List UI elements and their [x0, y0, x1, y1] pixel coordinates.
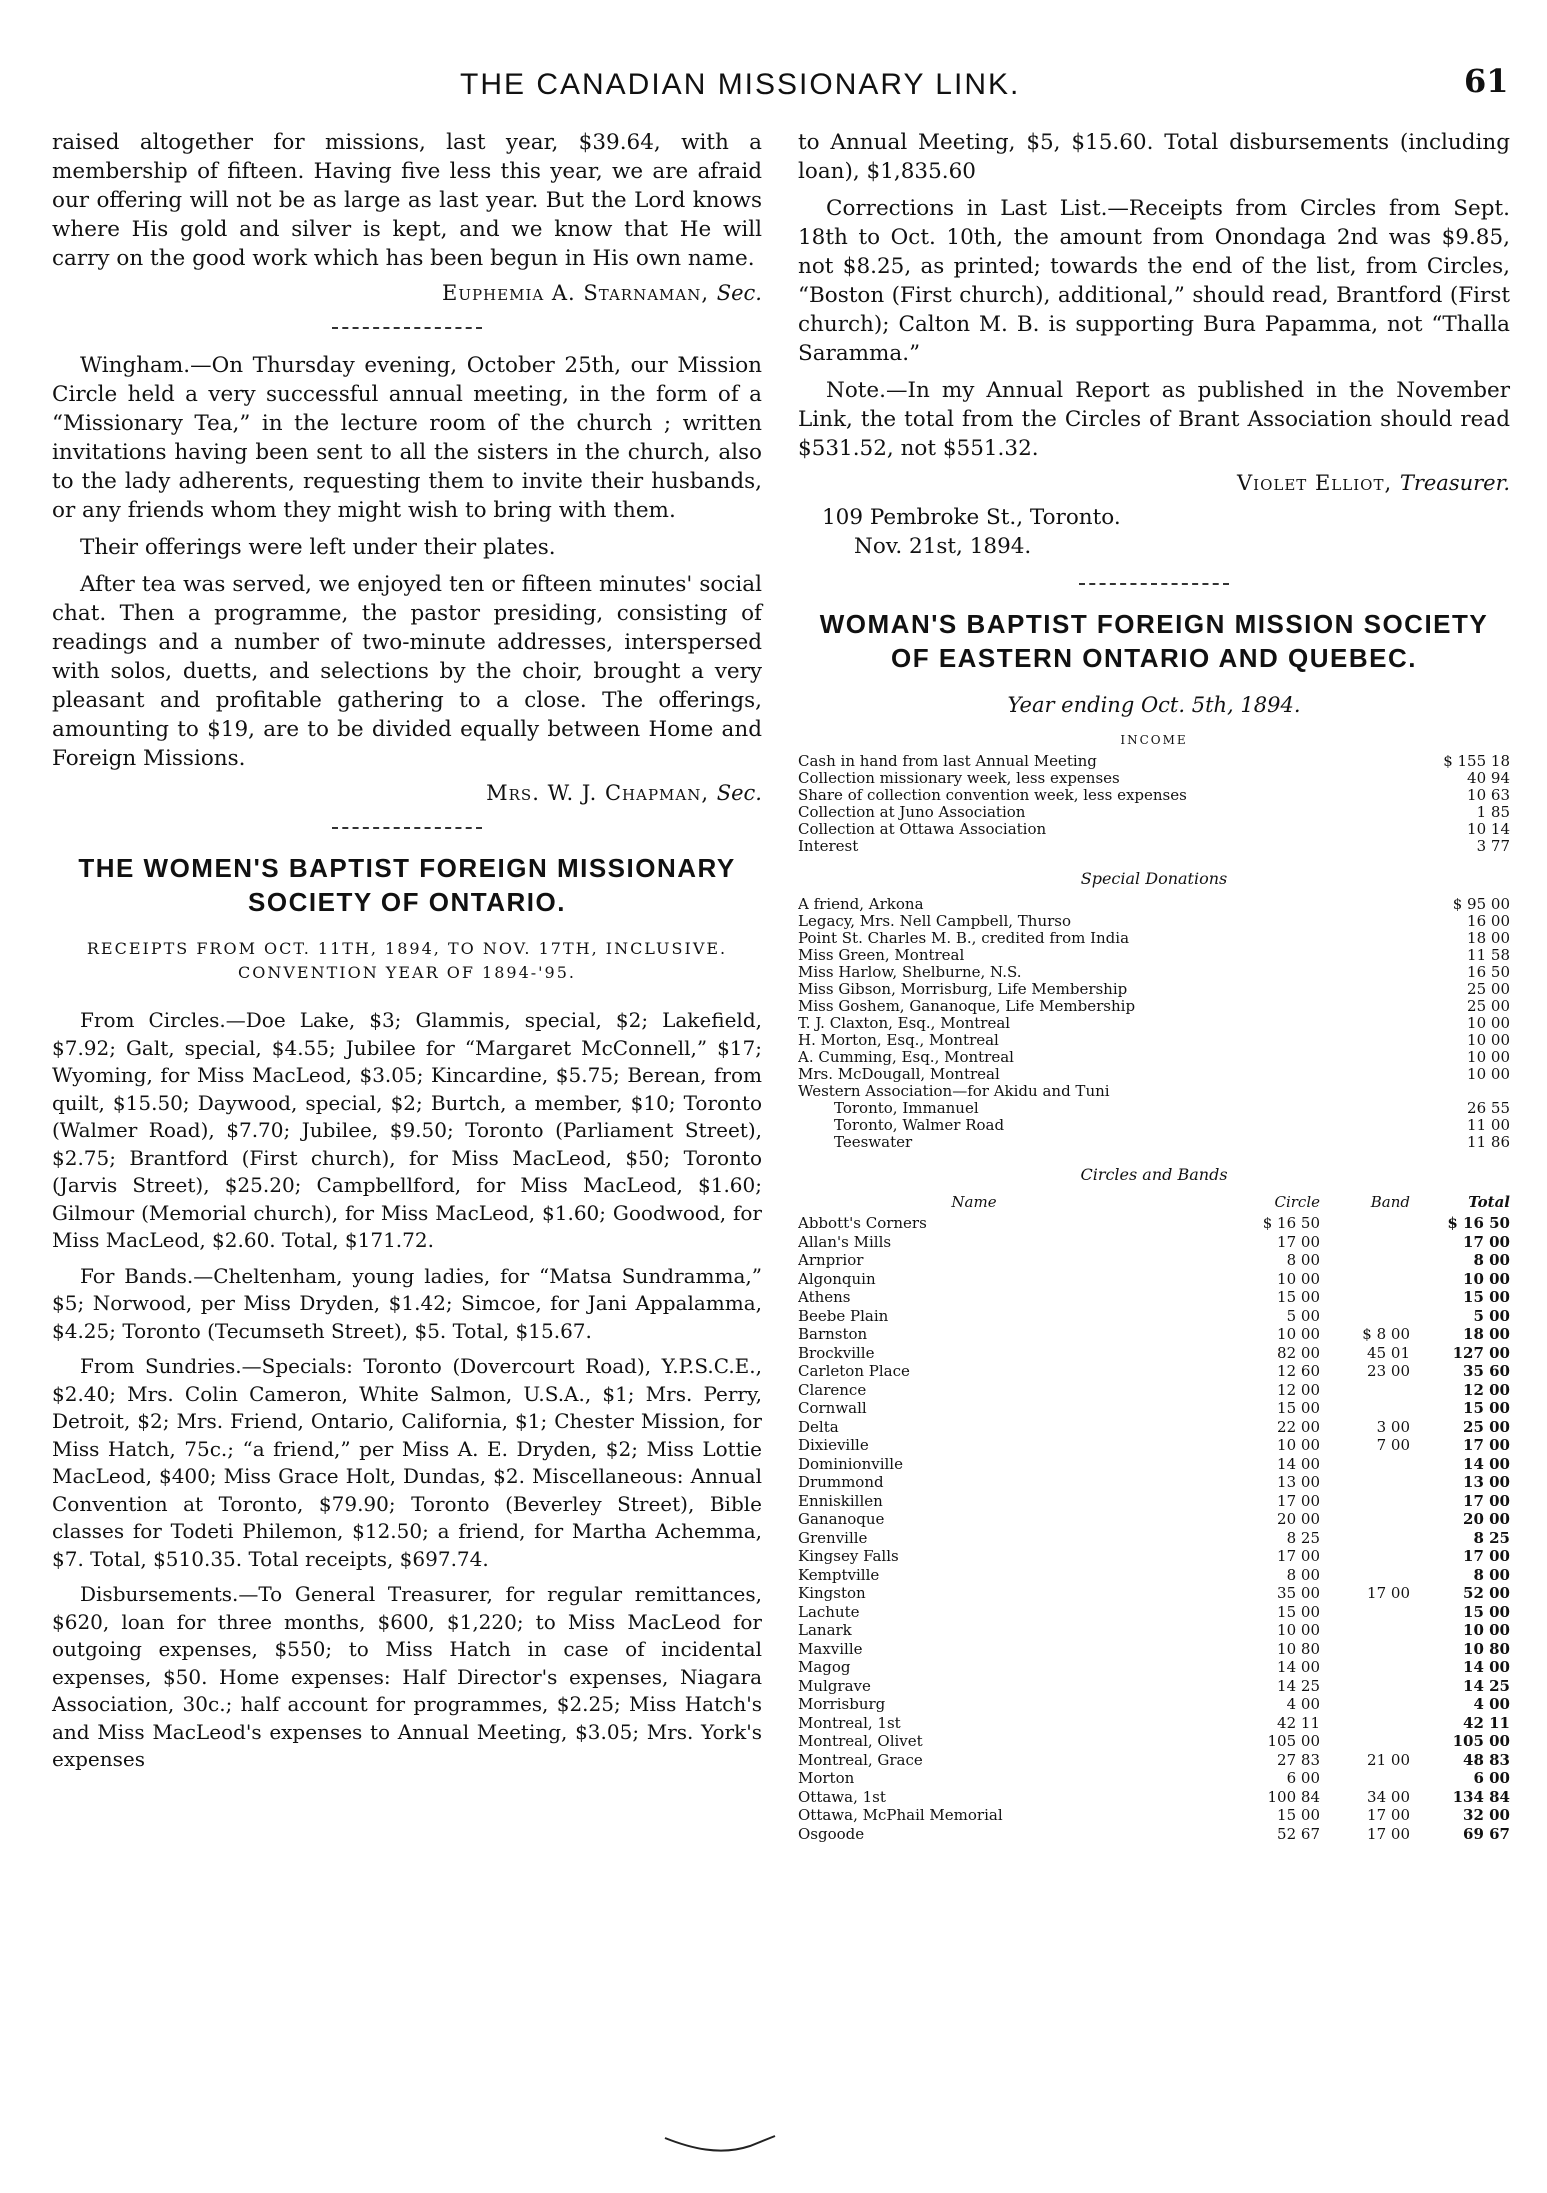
table-row — [798, 1325, 1510, 1344]
ledger-amount: 40 94 — [1467, 769, 1510, 787]
cell-circle: 42 11 — [1277, 1713, 1320, 1732]
cell-total: 69 67 — [1463, 1824, 1510, 1843]
ledger-row — [798, 1049, 1510, 1066]
cell-name: Ottawa, 1st — [798, 1787, 886, 1806]
paragraph: Note.—In my Annual Report as published in the November Link, the total from the Circles of Brant Association should read $531.52, not $551.32. — [798, 378, 1510, 461]
cell-band: 45 01 — [1367, 1343, 1410, 1362]
cell-total: 14 00 — [1463, 1658, 1510, 1676]
year-line: Year ending Oct. 5th, 1894. — [1007, 693, 1301, 717]
ledger-amount: 25 00 — [1467, 997, 1510, 1015]
cell-circle: 13 00 — [1277, 1473, 1320, 1491]
table-row — [798, 1825, 1510, 1844]
cell-name: Athens — [798, 1288, 851, 1306]
cell-name: Kingsey Falls — [798, 1547, 899, 1565]
table-row — [798, 1473, 1510, 1492]
cell-band — [1320, 1547, 1410, 1566]
ledger-label: Western Association—for Akidu and Tuni — [798, 1083, 1110, 1100]
ledger-row — [798, 981, 1510, 998]
ledger-row — [798, 896, 1510, 913]
ledger-row — [798, 1100, 1510, 1117]
cell-total: 15 00 — [1463, 1602, 1510, 1621]
table-row — [798, 1214, 1510, 1233]
cell-circle: 12 00 — [1277, 1380, 1320, 1399]
ledger-amount: 18 00 — [1467, 929, 1510, 947]
ledger-row — [798, 930, 1510, 947]
ledger-label: Collection at Juno Association — [798, 804, 1026, 821]
table-row — [798, 1658, 1510, 1677]
table-row — [798, 1399, 1510, 1418]
cell-band — [1320, 1566, 1410, 1585]
cell-circle: 20 00 — [1277, 1510, 1320, 1528]
cell-circle: 15 00 — [1277, 1602, 1320, 1621]
publication-title: THE CANADIAN MISSIONARY LINK. — [460, 68, 1021, 101]
ledger-label: Miss Goshem, Gananoque, Life Membership — [798, 998, 1136, 1015]
cell-circle: 15 00 — [1277, 1399, 1320, 1417]
masthead — [0, 62, 1547, 116]
ledger-row — [798, 1066, 1510, 1083]
section-subheading: RECEIPTS FROM OCT. 11TH, 1894, TO NOV. 17TH, INCLUSIVE. CONVENTION YEAR OF 1894-'95. — [86, 939, 728, 982]
cell-name: Grenville — [798, 1528, 868, 1547]
table-row — [798, 1788, 1510, 1807]
paragraph: Corrections in Last List.—Receipts from Circles from Sept. 18th to Oct. 10th, the amount from Onondaga 2nd was $9.85, not $8.25, as printed; towards the end of the list, from Circles, “Boston (First church), additional,” should read, Brantford (First church); Calton M. B. is supporting Bura Papamma, not “Thalla Saramma.” — [798, 196, 1510, 366]
table-row — [798, 1362, 1510, 1381]
cell-total: 20 00 — [1463, 1510, 1510, 1528]
cell-band — [1320, 1640, 1410, 1659]
table-row — [798, 1640, 1510, 1659]
divider — [332, 827, 482, 829]
ledger-amount: 3 77 — [1476, 837, 1510, 855]
table-row — [798, 1751, 1510, 1770]
ledger-label: Interest — [798, 838, 859, 855]
cell-name: Mulgrave — [798, 1676, 871, 1695]
cell-name: Morrisburg — [798, 1695, 886, 1713]
cell-name: Cornwall — [798, 1399, 867, 1417]
cell-name: Gananoque — [798, 1510, 885, 1528]
cell-band — [1320, 1529, 1410, 1548]
table-row — [798, 1677, 1510, 1696]
cell-circle: 8 00 — [1286, 1565, 1320, 1584]
cell-circle: 14 00 — [1277, 1454, 1320, 1473]
ledger-row — [798, 947, 1510, 964]
cell-circle: 14 25 — [1277, 1676, 1320, 1695]
cell-name: Brockville — [798, 1343, 875, 1362]
ledger-label: Toronto, Walmer Road — [834, 1117, 1005, 1134]
cell-band: 17 00 — [1367, 1584, 1410, 1602]
section-heading: THE WOMEN'S BAPTIST FOREIGN MISSIONARY SOCIETY OF ONTARIO. — [78, 853, 736, 917]
cell-circle: 82 00 — [1277, 1343, 1320, 1362]
cell-circle: $ 16 50 — [1262, 1214, 1320, 1232]
ledger-label: Miss Harlow, Shelburne, N.S. — [798, 964, 1022, 981]
ledger-row — [798, 1083, 1510, 1100]
ledger-amount: 25 00 — [1467, 980, 1510, 998]
left-column — [52, 128, 762, 1782]
table-row — [798, 1529, 1510, 1548]
divider — [332, 327, 482, 329]
table-row — [798, 1251, 1510, 1270]
paragraph: For Bands.—Cheltenham, young ladies, for “Matsa Sundramma,” $5; Norwood, per Miss Dryden, $1.42; Simcoe, for Jani Appalamma, $4.25; Toronto (Tecumseth Street), $5. Total, $15.67. — [52, 1263, 762, 1343]
cell-circle: 105 00 — [1267, 1732, 1320, 1750]
ledger-label: Point St. Charles M. B., credited from India — [798, 930, 1130, 947]
cell-circle: 5 00 — [1286, 1306, 1320, 1325]
cell-band: 21 00 — [1367, 1750, 1410, 1769]
signature: Violet Elliot, Treasurer. — [1237, 471, 1510, 495]
paragraph: Disbursements.—To General Treasurer, for regular remittances, $620, loan for three months, $600, $1,220; to Miss MacLeod for outgoing expenses, $550; to Miss Hatch in case of incidental expenses, $50. Home expenses: Half Director's expenses, Niagara Association, 30c.; half account for programmes, $2.25; Miss Hatch's and Miss MacLeod's expenses to Annual Meeting, $3.05; Mrs. York's expenses — [52, 1582, 762, 1771]
ledger-label: Teeswater — [834, 1134, 913, 1151]
cell-band — [1320, 1473, 1410, 1492]
cell-band — [1320, 1732, 1410, 1751]
cell-total: 17 00 — [1463, 1436, 1510, 1454]
ledger-amount: 26 55 — [1467, 1099, 1510, 1117]
ledger-amount: 10 00 — [1467, 1048, 1510, 1066]
page-number: 61 — [1464, 62, 1509, 100]
cell-band — [1320, 1769, 1410, 1788]
ledger-amount: 10 00 — [1467, 1065, 1510, 1083]
ledger-amount: $ 155 18 — [1443, 752, 1510, 770]
ledger-amount — [1430, 1083, 1510, 1100]
table-row — [798, 1455, 1510, 1474]
cell-circle: 52 67 — [1277, 1824, 1320, 1843]
table-row — [798, 1492, 1510, 1511]
cell-circle: 8 00 — [1286, 1251, 1320, 1269]
cell-name: Allan's Mills — [798, 1232, 892, 1251]
cell-circle: 12 60 — [1277, 1362, 1320, 1380]
cell-name: Barnston — [798, 1325, 868, 1343]
cell-total: $ 16 50 — [1447, 1214, 1510, 1232]
date-line: Nov. 21st, 1894. — [854, 534, 1032, 559]
cell-name: Delta — [798, 1417, 839, 1436]
cell-circle: 17 00 — [1277, 1547, 1320, 1565]
ledger-row — [798, 913, 1510, 930]
cell-name: Kemptville — [798, 1565, 880, 1584]
ledger-label: T. J. Claxton, Esq., Montreal — [798, 1015, 1011, 1032]
ledger-label: A. Cumming, Esq., Montreal — [798, 1049, 1014, 1066]
cell-circle: 10 80 — [1277, 1639, 1320, 1658]
table-row — [798, 1806, 1510, 1825]
cell-band — [1320, 1621, 1410, 1640]
ledger-row — [798, 753, 1510, 770]
cell-name: Enniskillen — [798, 1491, 883, 1510]
cell-name: Carleton Place — [798, 1362, 910, 1380]
special-donations-label: Special Donations — [1080, 869, 1228, 888]
cell-name: Lachute — [798, 1602, 860, 1621]
cell-circle: 6 00 — [1286, 1769, 1320, 1787]
special-donations-ledger — [798, 896, 1510, 1151]
ledger-row — [798, 1032, 1510, 1049]
cell-circle: 17 00 — [1277, 1491, 1320, 1510]
cell-band — [1320, 1270, 1410, 1289]
cell-band — [1320, 1510, 1410, 1529]
cell-band — [1320, 1455, 1410, 1474]
cell-total: 8 25 — [1473, 1528, 1510, 1547]
cell-name: Dominionville — [798, 1454, 903, 1473]
cell-name: Montreal, Olivet — [798, 1732, 923, 1750]
ledger-row — [798, 1117, 1510, 1134]
cell-name: Magog — [798, 1658, 851, 1676]
cell-name: Ottawa, McPhail Memorial — [798, 1806, 1003, 1824]
cell-total: 14 00 — [1463, 1454, 1510, 1473]
header-name: Name — [951, 1193, 997, 1211]
ledger-label: Collection at Ottawa Association — [798, 821, 1047, 838]
cell-band — [1320, 1695, 1410, 1714]
cell-name: Abbott's Corners — [798, 1214, 927, 1232]
ledger-amount: 16 00 — [1467, 912, 1510, 930]
section-heading: WOMAN'S BAPTIST FOREIGN MISSION SOCIETY OF EASTERN ONTARIO AND QUEBEC. — [819, 609, 1489, 673]
cell-name: Lanark — [798, 1621, 852, 1639]
ledger-label: Share of collection convention week, less expenses — [798, 787, 1187, 804]
paragraph: After tea was served, we enjoyed ten or fifteen minutes' social chat. Then a programme, the pastor presiding, consisting of readings and a number of two-minute addresses, interspersed with solos, duetts, and selections by the choir, brought a very pleasant and profitable gathering to a close. The offerings, amounting to $19, are to be divided equally between Home and Foreign Missions. — [52, 572, 762, 771]
cell-band: 34 00 — [1367, 1787, 1410, 1806]
cell-band: 7 00 — [1376, 1436, 1410, 1454]
table-row — [798, 1344, 1510, 1363]
paragraph: From Sundries.—Specials: Toronto (Dovercourt Road), Y.P.S.C.E., $2.40; Mrs. Colin Cameron, White Salmon, U.S.A., $1; Mrs. Perry, Detroit, $2; Mrs. Friend, Ontario, California, $1; Chester Mission, for Miss Hatch, 75c.; “a friend,” per Miss A. E. Dryden, $2; Miss Lottie MacLeod, $400; Miss Grace Holt, Dundas, $2. Miscellaneous: Annual Convention at Toronto, $79.90; Toronto (Beverley Street), Bible classes for Todeti Philemon, $12.50; a friend, for Martha Achemma, $7. Total, $510.35. Total receipts, $697.74. — [52, 1354, 762, 1571]
ledger-row — [798, 838, 1510, 855]
cell-total: 8 00 — [1473, 1565, 1510, 1584]
cell-total: 10 80 — [1463, 1639, 1510, 1658]
cell-band: 3 00 — [1376, 1417, 1410, 1436]
header-circle: Circle — [1274, 1193, 1320, 1211]
cell-total: 18 00 — [1463, 1325, 1510, 1343]
cell-circle: 4 00 — [1286, 1695, 1320, 1713]
cell-circle: 14 00 — [1277, 1658, 1320, 1676]
cell-total: 14 25 — [1463, 1676, 1510, 1695]
cell-band: 17 00 — [1367, 1806, 1410, 1824]
cell-circle: 15 00 — [1277, 1288, 1320, 1306]
cell-total: 12 00 — [1463, 1380, 1510, 1399]
table-row — [798, 1769, 1510, 1788]
ledger-label: A friend, Arkona — [798, 896, 924, 913]
table-row — [798, 1603, 1510, 1622]
cell-band — [1320, 1233, 1410, 1252]
table-row — [798, 1695, 1510, 1714]
ledger-amount: 10 14 — [1467, 820, 1510, 838]
table-row — [798, 1288, 1510, 1307]
table-header — [798, 1190, 1510, 1214]
ledger-amount: 11 00 — [1467, 1116, 1510, 1134]
cell-total: 6 00 — [1473, 1769, 1510, 1787]
cell-total: 15 00 — [1463, 1399, 1510, 1417]
cell-band: 17 00 — [1367, 1824, 1410, 1843]
cell-band — [1320, 1658, 1410, 1677]
cell-total: 42 11 — [1463, 1713, 1510, 1732]
ledger-label: Miss Gibson, Morrisburg, Life Membership — [798, 981, 1128, 998]
cell-band — [1320, 1603, 1410, 1622]
cell-band — [1320, 1307, 1410, 1326]
ledger-row — [798, 804, 1510, 821]
cell-total: 52 00 — [1463, 1584, 1510, 1602]
cell-total: 35 60 — [1463, 1362, 1510, 1380]
cell-total: 17 00 — [1463, 1547, 1510, 1565]
ledger-amount: 10 63 — [1467, 786, 1510, 804]
ledger-amount: 11 58 — [1467, 946, 1510, 964]
ledger-row — [798, 998, 1510, 1015]
cell-name: Montreal, 1st — [798, 1713, 901, 1732]
cell-total: 127 00 — [1452, 1343, 1510, 1362]
cell-total: 10 00 — [1463, 1621, 1510, 1639]
cell-name: Beebe Plain — [798, 1306, 889, 1325]
cell-total: 32 00 — [1463, 1806, 1510, 1824]
ledger-amount: $ 95 00 — [1452, 895, 1510, 913]
cell-circle: 10 00 — [1277, 1269, 1320, 1288]
paragraph: From Circles.—Doe Lake, $3; Glammis, special, $2; Lakefield, $7.92; Galt, special, $4.55; Jubilee for “Margaret McConnell,” $17; Wyoming, for Miss MacLeod, $3.05; Kincardine, $5.75; Berean, from quilt, $15.50; Daywood, special, $2; Burtch, a member, $10; Toronto (Walmer Road), $7.70; Jubilee, $9.50; Toronto (Parliament Street), $2.75; Brantford (First church), for Miss MacLeod, $50; Toronto (Jarvis Street), $25.20; Campbellford, for Miss MacLeod, $1.60; Gilmour (Memorial church), for Miss MacLeod, $1.60; Goodwood, for Miss MacLeod, $2.60. Total, $171.72. — [52, 1008, 762, 1252]
table-body — [798, 1214, 1510, 1843]
table-row — [798, 1307, 1510, 1326]
circles-bands-table — [798, 1190, 1510, 1843]
cell-name: Clarence — [798, 1380, 867, 1399]
ledger-row — [798, 1015, 1510, 1032]
cell-name: Drummond — [798, 1473, 884, 1491]
cell-band — [1320, 1492, 1410, 1511]
cell-circle: 100 84 — [1267, 1787, 1320, 1806]
receipts-section — [52, 1007, 762, 1774]
cell-circle: 22 00 — [1277, 1417, 1320, 1436]
table-row — [798, 1566, 1510, 1585]
cell-band — [1320, 1251, 1410, 1270]
ledger-label: Toronto, Immanuel — [834, 1100, 979, 1117]
cell-total: 17 00 — [1463, 1232, 1510, 1251]
cell-band — [1320, 1288, 1410, 1307]
cell-circle: 10 00 — [1277, 1436, 1320, 1454]
ledger-label: Collection missionary week, less expenses — [798, 770, 1120, 787]
cell-name: Montreal, Grace — [798, 1750, 923, 1769]
address-line: 109 Pembroke St., Toronto. — [822, 505, 1121, 530]
ledger-row — [798, 1134, 1510, 1151]
signature: Euphemia A. Starnaman, Sec. — [441, 281, 762, 305]
cell-total: 4 00 — [1473, 1695, 1510, 1713]
cell-name: Dixieville — [798, 1436, 869, 1454]
cell-circle: 17 00 — [1277, 1232, 1320, 1251]
ledger-amount: 10 00 — [1467, 1031, 1510, 1049]
cell-band — [1320, 1214, 1410, 1233]
cell-name: Osgoode — [798, 1824, 865, 1843]
header-band: Band — [1370, 1193, 1410, 1211]
cell-circle: 35 00 — [1277, 1584, 1320, 1602]
cell-name: Algonquin — [798, 1269, 876, 1288]
ledger-row — [798, 964, 1510, 981]
table-row — [798, 1436, 1510, 1455]
ledger-amount: 11 86 — [1467, 1133, 1510, 1151]
cell-total: 17 00 — [1463, 1491, 1510, 1510]
printer-flourish — [660, 2128, 780, 2158]
right-column — [798, 128, 1510, 1843]
table-row — [798, 1732, 1510, 1751]
cell-band — [1320, 1677, 1410, 1696]
cell-circle: 10 00 — [1277, 1325, 1320, 1343]
cell-total: 5 00 — [1473, 1306, 1510, 1325]
table-row — [798, 1547, 1510, 1566]
ledger-row — [798, 787, 1510, 804]
table-row — [798, 1418, 1510, 1437]
table-row — [798, 1270, 1510, 1289]
cell-name: Arnprior — [798, 1251, 864, 1269]
cell-total: 25 00 — [1463, 1417, 1510, 1436]
cell-band — [1320, 1399, 1410, 1418]
paragraph: to Annual Meeting, $5, $15.60. Total disbursements (including loan), $1,835.60 — [798, 130, 1510, 184]
ledger-label: Legacy, Mrs. Nell Campbell, Thurso — [798, 913, 1072, 930]
cell-band — [1320, 1714, 1410, 1733]
table-row — [798, 1510, 1510, 1529]
cell-total: 8 00 — [1473, 1251, 1510, 1269]
cell-total: 105 00 — [1452, 1732, 1510, 1750]
cell-circle: 15 00 — [1277, 1806, 1320, 1824]
cell-name: Morton — [798, 1769, 855, 1787]
ledger-label: Cash in hand from last Annual Meeting — [798, 753, 1097, 770]
table-row — [798, 1381, 1510, 1400]
ledger-label: Mrs. McDougall, Montreal — [798, 1066, 1000, 1083]
cell-total: 15 00 — [1463, 1288, 1510, 1306]
income-ledger — [798, 753, 1510, 855]
table-row — [798, 1714, 1510, 1733]
cell-total: 10 00 — [1463, 1269, 1510, 1288]
ledger-label: H. Morton, Esq., Montreal — [798, 1032, 999, 1049]
table-row — [798, 1233, 1510, 1252]
table-row — [798, 1621, 1510, 1640]
header-total: Total — [1468, 1193, 1510, 1211]
cell-total: 48 83 — [1463, 1750, 1510, 1769]
cell-band — [1320, 1381, 1410, 1400]
paragraph: Their offerings were left under their plates. — [80, 535, 556, 560]
ledger-row — [798, 821, 1510, 838]
cell-name: Maxville — [798, 1639, 863, 1658]
cell-total: 134 84 — [1452, 1787, 1510, 1806]
ledger-amount: 16 50 — [1467, 963, 1510, 981]
paragraph: raised altogether for missions, last year, $39.64, with a membership of fifteen. Having five less this year, we are afraid our offering will not be as large as last year. But the Lord knows where His gold and silver is kept, and we know that He will carry on the good work which has been begun in His own name. — [52, 130, 762, 271]
ledger-row — [798, 770, 1510, 787]
cell-circle: 10 00 — [1277, 1621, 1320, 1639]
ledger-amount: 10 00 — [1467, 1014, 1510, 1032]
divider — [1079, 583, 1229, 585]
ledger-label: Miss Green, Montreal — [798, 947, 965, 964]
circles-bands-label: Circles and Bands — [1080, 1165, 1228, 1184]
ledger-amount: 1 85 — [1476, 803, 1510, 821]
cell-circle: 8 25 — [1286, 1528, 1320, 1547]
cell-band: $ 8 00 — [1362, 1325, 1410, 1343]
signature: Mrs. W. J. Chapman, Sec. — [486, 781, 762, 805]
cell-total: 13 00 — [1463, 1473, 1510, 1491]
cell-name: Kingston — [798, 1584, 866, 1602]
table-row — [798, 1584, 1510, 1603]
income-label: INCOME — [1120, 733, 1188, 747]
cell-circle: 27 83 — [1277, 1750, 1320, 1769]
paragraph: Wingham.—On Thursday evening, October 25th, our Mission Circle held a very successful annual meeting, in the form of a “Missionary Tea,” in the lecture room of the church ; written invitations having been sent to all the sisters in the church, also to the lady adherents, requesting them to invite their husbands, or any friends whom they might wish to bring with them. — [52, 353, 762, 523]
cell-band: 23 00 — [1367, 1362, 1410, 1380]
